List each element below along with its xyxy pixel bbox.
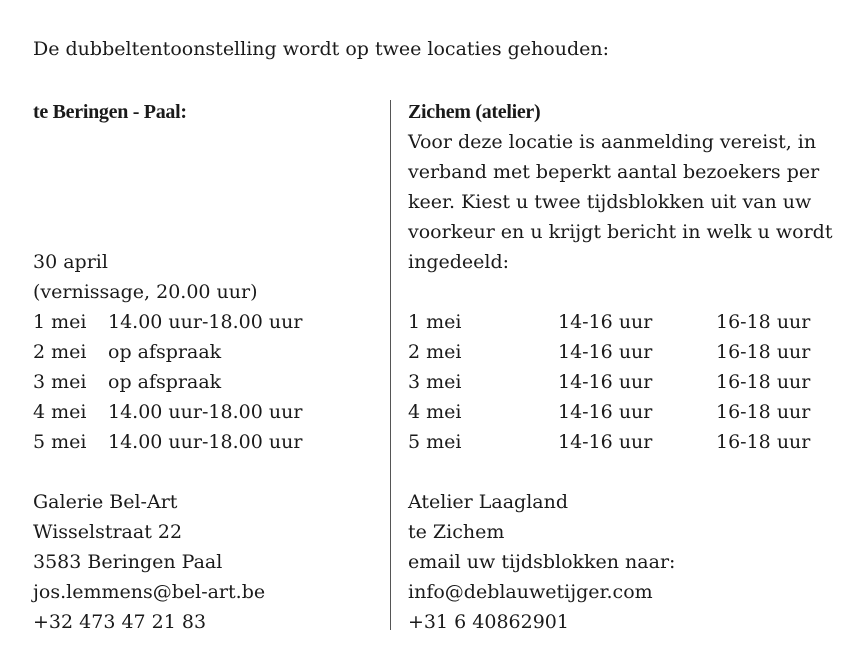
- timeslot-date: 3 mei: [408, 371, 462, 393]
- schedule-time: op afspraak: [108, 341, 222, 363]
- paragraph-line: verband met beperkt aantal bezoekers per: [408, 161, 820, 183]
- schedule-date: 3 mei: [33, 371, 87, 393]
- timeslot-second: 16-18 uur: [716, 311, 811, 333]
- timeslot-second: 16-18 uur: [716, 371, 811, 393]
- schedule-time: 14.00 uur-18.00 uur: [108, 431, 303, 453]
- atelier-phone: +31 6 40862901: [408, 611, 569, 633]
- paragraph-line: ingedeeld:: [408, 251, 510, 273]
- timeslot-row: [408, 337, 848, 367]
- schedule-row: [33, 427, 383, 457]
- timeslot-first: 14-16 uur: [558, 311, 653, 333]
- timeslot-row: [408, 427, 848, 457]
- venue-email: jos.lemmens@bel-art.be: [33, 581, 266, 603]
- column-divider: [390, 100, 391, 630]
- location-beringen: [33, 97, 383, 637]
- timeslot-date: 4 mei: [408, 401, 462, 423]
- opening-note: (vernissage, 20.00 uur): [33, 281, 258, 303]
- schedule-row: [33, 367, 383, 397]
- location-zichem: [408, 97, 848, 637]
- location-heading-zichem: Zichem (atelier): [408, 101, 541, 123]
- schedule-date: 1 mei: [33, 311, 87, 333]
- schedule-date: 5 mei: [33, 431, 87, 453]
- registration-paragraph: [408, 127, 838, 277]
- schedule-date: 4 mei: [33, 401, 87, 423]
- paragraph-line: Voor deze locatie is aanmelding vereist, in: [408, 131, 817, 153]
- timeslot-second: 16-18 uur: [716, 431, 811, 453]
- paragraph-line: voorkeur en u krijgt bericht in welk u wordt: [408, 221, 833, 243]
- atelier-name: Atelier Laagland: [408, 491, 569, 513]
- venue-street: Wisselstraat 22: [33, 521, 183, 543]
- atelier-email: info@deblauwetijger.com: [408, 581, 653, 603]
- timeslot-first: 14-16 uur: [558, 341, 653, 363]
- schedule-row: [33, 397, 383, 427]
- timeslot-second: 16-18 uur: [716, 341, 811, 363]
- opening-date: 30 april: [33, 251, 108, 273]
- location-heading-beringen: te Beringen - Paal:: [33, 101, 187, 123]
- schedule-row: [33, 337, 383, 367]
- email-instruction: email uw tijdsblokken naar:: [408, 551, 676, 573]
- venue-phone: +32 473 47 21 83: [33, 611, 207, 633]
- venue-city: 3583 Beringen Paal: [33, 551, 223, 573]
- timeslot-second: 16-18 uur: [716, 401, 811, 423]
- schedule-time: 14.00 uur-18.00 uur: [108, 401, 303, 423]
- timeslot-row: [408, 367, 848, 397]
- timeslot-date: 1 mei: [408, 311, 462, 333]
- timeslot-row: [408, 397, 848, 427]
- paragraph-line: keer. Kiest u twee tijdsblokken uit van uw: [408, 191, 812, 213]
- timeslot-row: [408, 307, 848, 337]
- schedule-row: [33, 307, 383, 337]
- timeslot-first: 14-16 uur: [558, 431, 653, 453]
- timeslot-date: 5 mei: [408, 431, 462, 453]
- schedule-date: 2 mei: [33, 341, 87, 363]
- timeslot-date: 2 mei: [408, 341, 462, 363]
- atelier-city: te Zichem: [408, 521, 505, 543]
- timeslot-first: 14-16 uur: [558, 371, 653, 393]
- intro-text: De dubbeltentoonstelling wordt op twee locaties gehouden:: [33, 38, 610, 60]
- timeslot-first: 14-16 uur: [558, 401, 653, 423]
- schedule-time: op afspraak: [108, 371, 222, 393]
- venue-name: Galerie Bel-Art: [33, 491, 178, 513]
- schedule-time: 14.00 uur-18.00 uur: [108, 311, 303, 333]
